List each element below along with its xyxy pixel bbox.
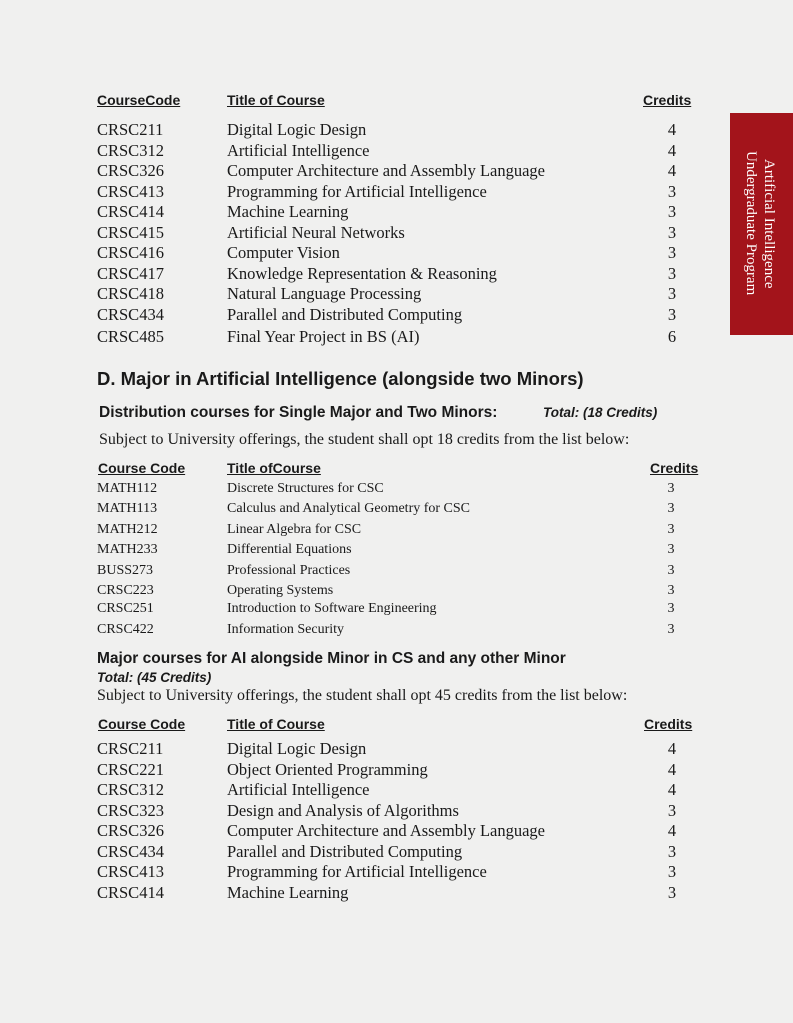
- course-credits: 3: [667, 563, 675, 578]
- side-tab-line2: Undergraduate Program: [743, 151, 759, 296]
- course-title: Discrete Structures for CSC: [227, 481, 384, 496]
- course-title: Artificial Intelligence: [227, 780, 370, 799]
- course-credits: 3: [667, 862, 677, 881]
- table-row: [0, 583, 793, 603]
- course-code: MATH233: [97, 542, 158, 557]
- course-code: CRSC485: [97, 327, 164, 346]
- course-code: CRSC323: [97, 801, 164, 820]
- course-code: CRSC434: [97, 842, 164, 861]
- course-title: Differential Equations: [227, 542, 352, 557]
- course-title: Operating Systems: [227, 583, 334, 598]
- table-row: [0, 862, 793, 882]
- course-code: CRSC413: [97, 862, 164, 881]
- header-course-code: Course Code: [98, 460, 186, 476]
- course-title: Machine Learning: [227, 883, 349, 902]
- table-row: [0, 202, 793, 222]
- course-code: CRSC326: [97, 161, 164, 180]
- course-code: MATH113: [97, 501, 158, 516]
- course-code: CRSC422: [97, 622, 154, 637]
- course-code: CRSC211: [97, 120, 164, 139]
- course-credits: 3: [667, 522, 675, 537]
- course-title: Information Security: [227, 622, 345, 637]
- section-d-letter: D.: [97, 368, 116, 389]
- course-credits: 3: [667, 305, 677, 324]
- header-credits: Credits: [650, 460, 699, 476]
- course-credits: 3: [667, 622, 675, 637]
- course-title: Parallel and Distributed Computing: [227, 842, 463, 861]
- course-code: CRSC418: [97, 284, 164, 303]
- course-code: CRSC416: [97, 243, 164, 262]
- course-code: BUSS273: [97, 563, 154, 578]
- course-code: MATH112: [97, 481, 158, 496]
- table-row: [0, 622, 793, 642]
- course-credits: 3: [667, 801, 677, 820]
- course-credits: 3: [667, 583, 675, 598]
- course-title: Linear Algebra for CSC: [227, 522, 362, 537]
- course-code: CRSC417: [97, 264, 164, 283]
- course-credits: 3: [667, 601, 675, 616]
- course-credits: 3: [667, 542, 675, 557]
- course-title: Computer Architecture and Assembly Language: [227, 821, 545, 840]
- course-credits: 4: [667, 760, 677, 779]
- major-note: Subject to University offerings, the student shall opt 45 credits from the list below:: [97, 687, 628, 704]
- table-row: [0, 223, 793, 243]
- table-row: [0, 161, 793, 181]
- course-credits: 4: [667, 120, 677, 139]
- course-code: CRSC413: [97, 182, 164, 201]
- course-credits: 3: [667, 202, 677, 221]
- course-credits: 6: [667, 327, 677, 346]
- table-row: [0, 883, 793, 903]
- course-title: Programming for Artificial Intelligence: [227, 862, 487, 881]
- side-tab-line1: Artificial Intelligence: [761, 159, 777, 289]
- table-row: [0, 780, 793, 800]
- distribution-total: Total: (18 Credits): [543, 405, 658, 420]
- course-code: CRSC251: [97, 601, 154, 616]
- table-row: [0, 563, 793, 583]
- course-credits: 4: [667, 161, 677, 180]
- header-credits: Credits: [643, 92, 692, 108]
- course-title: Knowledge Representation & Reasoning: [227, 264, 497, 283]
- table-row: [0, 760, 793, 780]
- course-title: Artificial Intelligence: [227, 141, 370, 160]
- course-credits: 4: [667, 141, 677, 160]
- header-credits: Credits: [644, 716, 693, 732]
- table-row: [0, 601, 793, 621]
- course-title: Professional Practices: [227, 563, 351, 578]
- course-credits: 4: [667, 739, 677, 758]
- header-course-title: Title of Course: [227, 716, 325, 732]
- course-title: Computer Architecture and Assembly Language: [227, 161, 545, 180]
- course-code: CRSC211: [97, 739, 164, 758]
- course-credits: 4: [667, 780, 677, 799]
- course-title: Computer Vision: [227, 243, 340, 262]
- course-title: Programming for Artificial Intelligence: [227, 182, 487, 201]
- course-code: CRSC415: [97, 223, 164, 242]
- course-title: Calculus and Analytical Geometry for CSC: [227, 501, 471, 516]
- header-course-code: Course Code: [98, 716, 186, 732]
- course-credits: 4: [667, 821, 677, 840]
- table-row: [0, 305, 793, 325]
- table-row: [0, 120, 793, 140]
- course-title: Machine Learning: [227, 202, 349, 221]
- course-title: Final Year Project in BS (AI): [227, 327, 420, 346]
- course-title: Digital Logic Design: [227, 739, 367, 758]
- course-title: Design and Analysis of Algorithms: [227, 801, 459, 820]
- course-credits: 3: [667, 264, 677, 283]
- section-d-heading: Major in Artificial Intelligence (alongside two Minors): [120, 368, 584, 389]
- course-credits: 3: [667, 243, 677, 262]
- table-row: [0, 522, 793, 542]
- course-title: Digital Logic Design: [227, 120, 367, 139]
- course-title: Parallel and Distributed Computing: [227, 305, 463, 324]
- course-title: Object Oriented Programming: [227, 760, 428, 779]
- table-row: [0, 141, 793, 161]
- course-code: CRSC434: [97, 305, 164, 324]
- table-row: [0, 542, 793, 562]
- course-code: CRSC312: [97, 780, 164, 799]
- table-row: [0, 327, 793, 347]
- table-row: [0, 821, 793, 841]
- distribution-note: Subject to University offerings, the student shall opt 18 credits from the list below:: [99, 431, 630, 448]
- course-title: Natural Language Processing: [227, 284, 422, 303]
- table-row: [0, 243, 793, 263]
- course-code: CRSC312: [97, 141, 164, 160]
- course-code: CRSC221: [97, 760, 164, 779]
- course-credits: 3: [667, 842, 677, 861]
- major-title: Major courses for AI alongside Minor in CS and any other Minor: [97, 650, 566, 667]
- course-title: Introduction to Software Engineering: [227, 601, 437, 616]
- course-credits: 3: [667, 182, 677, 201]
- course-credits: 3: [667, 501, 675, 516]
- course-code: CRSC414: [97, 202, 164, 221]
- table-row: [0, 801, 793, 821]
- table-row: [0, 481, 793, 501]
- course-code: MATH212: [97, 522, 158, 537]
- table-row: [0, 842, 793, 862]
- header-course-code: CourseCode: [97, 92, 181, 108]
- table-row: [0, 739, 793, 759]
- course-credits: 3: [667, 883, 677, 902]
- table-row: [0, 264, 793, 284]
- header-course-title: Title ofCourse: [227, 460, 321, 476]
- course-code: CRSC414: [97, 883, 164, 902]
- table-row: [0, 501, 793, 521]
- section-d-title: [97, 368, 584, 390]
- course-credits: 3: [667, 284, 677, 303]
- course-credits: 3: [667, 223, 677, 242]
- major-total: Total: (45 Credits): [97, 670, 212, 685]
- course-code: CRSC223: [97, 583, 154, 598]
- table-row: [0, 182, 793, 202]
- header-course-title: Title of Course: [227, 92, 325, 108]
- course-credits: 3: [667, 481, 675, 496]
- course-title: Artificial Neural Networks: [227, 223, 405, 242]
- distribution-title: Distribution courses for Single Major and Two Minors:: [99, 404, 498, 421]
- table-row: [0, 284, 793, 304]
- course-code: CRSC326: [97, 821, 164, 840]
